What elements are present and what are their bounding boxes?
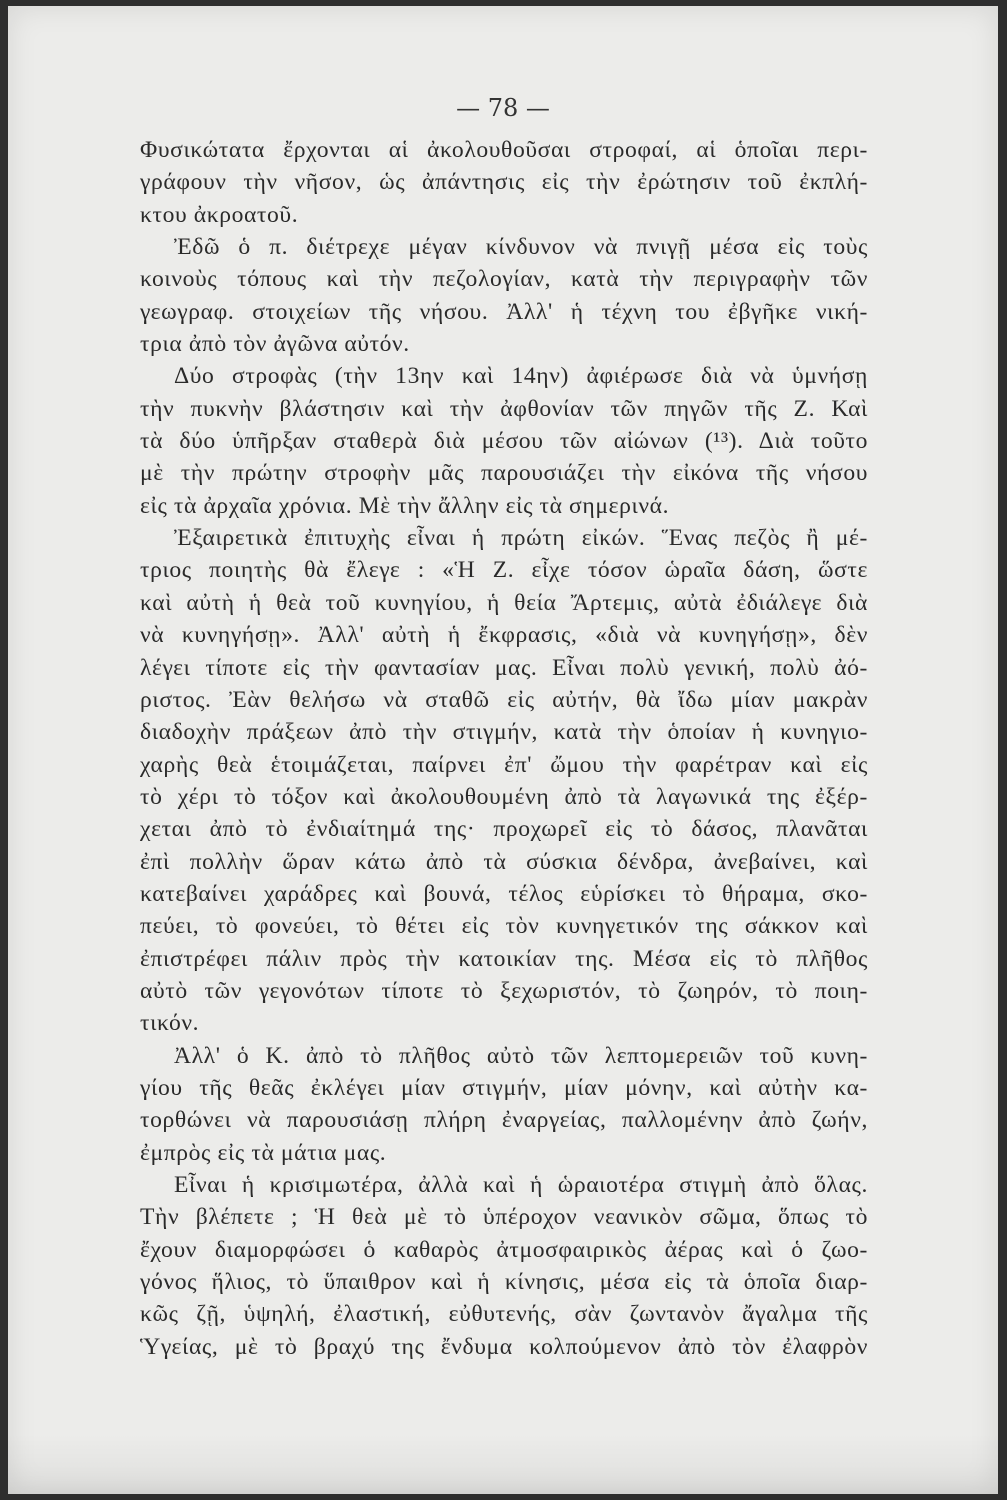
text-line: Τὴν βλέπετε ; Ἡ θεὰ μὲ τὸ ὑπέροχον νεανικὸν σῶμα, ὅπως τὸ [140,1204,868,1231]
text-line: ριστος. Ἐὰν θελήσω νὰ σταθῶ εἰς αὐτήν, θὰ ἴδω μίαν μακρὰν [140,686,868,713]
text-line: Φυσικώτατα ἔρχονται αἱ ἀκολουθοῦσαι στροφαί, αἱ ὁποῖαι περι- [140,137,868,163]
text-line: τικόν. [140,1010,200,1037]
text-line: γίου τῆς θεᾶς ἐκλέγει μίαν στιγμήν, μίαν μόνην, καὶ αὐτὴν κα- [140,1074,868,1101]
text-line: γράφουν τὴν νῆσον, ὡς ἀπάντησις εἰς τὴν ἐρώτησιν τοῦ ἐκπλή- [140,169,868,196]
text-line: Εἶναι ἡ κρισιμωτέρα, ἀλλὰ καὶ ἡ ὡραιοτέρα στιγμὴ ἀπὸ ὅλας. [174,1172,868,1198]
text-line: ἐμπρὸς εἰς τὰ μάτια μας. [140,1139,387,1166]
page-number: — 78 — [456,94,550,122]
text-line: τὴν πυκνὴν βλάστησιν καὶ τὴν ἀφθονίαν τῶν πηγῶν τῆς Ζ. Καὶ [140,395,868,422]
page-shadow [8,1434,998,1494]
text-line: τορθώνει νὰ παρουσιάσῃ πλήρη ἐναργείας, παλλομένην ἀπὸ ζωήν, [140,1107,868,1134]
text-line: γόνος ἥλιος, τὸ ὕπαιθρον καὶ ἡ κίνησις, μέσα εἰς τὰ ὁποῖα διαρ- [140,1269,868,1296]
text-line: τὸ χέρι τὸ τόξον καὶ ἀκολουθουμένη ἀπὸ τὰ λαγωνικά της ἐξέρ- [140,783,868,810]
text-line: γεωγραφ. στοιχείων τῆς νήσου. Ἀλλ' ἡ τέχνη του ἐβγῆκε νική- [140,298,868,325]
text-line: χεται ἀπὸ τὸ ἐνδιαίτημά της· προχωρεῖ εἰς τὸ δάσος, πλανᾶται [140,816,868,843]
text-line: κτου ἀκροατοῦ. [140,201,299,228]
text-line: χαρὴς θεὰ ἑτοιμάζεται, παίρνει ἐπ' ὤμου τὴν φαρέτραν καὶ εἰς [140,751,868,778]
text-line: ἐπιστρέφει πάλιν πρὸς τὴν κατοικίαν της. Μέσα εἰς τὸ πλῆθος [140,945,868,972]
text-line: κατεβαίνει χαράδρες καὶ βουνά, τέλος εὑρίσκει τὸ θήραμα, σκο- [140,880,868,907]
text-line: καὶ αὐτὴ ἡ θεὰ τοῦ κυνηγίου, ἡ θεία Ἄρτεμις, αὐτὰ ἐδιάλεγε διὰ [140,589,868,616]
text-line: ἔχουν διαμορφώσει ὁ καθαρὸς ἀτμοσφαιρικὸς ἀέρας καὶ ὁ ζωο- [140,1236,868,1263]
text-line: Ἐξαιρετικὰ ἐπιτυχὴς εἶναι ἡ πρώτη εἰκών. Ἕνας πεζὸς ἢ μέ- [174,525,868,552]
text-line: Ὑγείας, μὲ τὸ βραχύ της ἔνδυμα κολπούμενον ἀπὸ τὸν ἐλαφρὸν [140,1333,868,1360]
text-line: τὰ δύο ὑπῆρξαν σταθερὰ διὰ μέσου τῶν αἰώνων (¹³). Διὰ τοῦτο [140,428,868,455]
text-line: Ἐδῶ ὁ π. διέτρεχε μέγαν κίνδυνον νὰ πνιγῇ μέσα εἰς τοὺς [174,234,868,261]
text-line: τριος ποιητὴς θὰ ἔλεγε : «Ἡ Ζ. εἶχε τόσον ὡραῖα δάση, ὥστε [140,557,868,584]
text-line: πεύει, τὸ φονεύει, τὸ θέτει εἰς τὸν κυνηγετικόν της σάκκον καὶ [140,913,868,940]
text-line: εἰς τὰ ἀρχαῖα χρόνια. Μὲ τὴν ἄλλην εἰς τὰ σημερινά. [140,492,670,519]
text-line: λέγει τίποτε εἰς τὴν φαντασίαν μας. Εἶναι πολὺ γενική, πολὺ ἀό- [140,654,868,681]
book-page [8,6,998,1494]
text-line: κοινοὺς τόπους καὶ τὴν πεζολογίαν, κατὰ τὴν περιγραφὴν τῶν [140,266,868,293]
text-line: Δύο στροφὰς (τὴν 13ην καὶ 14ην) ἀφιέρωσε διὰ νὰ ὑμνήσῃ [174,363,868,390]
text-line: ἐπὶ πολλὴν ὥραν κάτω ἀπὸ τὰ σύσκια δένδρα, ἀνεβαίνει, καὶ [140,848,868,875]
text-line: τρια ἀπὸ τὸν ἀγῶνα αὐτόν. [140,331,410,358]
text-line: Ἀλλ' ὁ Κ. ἀπὸ τὸ πλῆθος αὐτὸ τῶν λεπτομερειῶν τοῦ κυνη- [174,1042,868,1069]
text-line: κῶς ζῇ, ὑψηλή, ἐλαστική, εὐθυτενής, σὰν ζωντανὸν ἄγαλμα τῆς [140,1301,868,1328]
text-line: νὰ κυνηγήσῃ». Ἀλλ' αὐτὴ ἡ ἔκφρασις, «διὰ νὰ κυνηγήσῃ», δὲν [140,622,868,649]
text-line: διαδοχὴν πράξεων ἀπὸ τὴν στιγμήν, κατὰ τὴν ὁποίαν ἡ κυνηγιο- [140,719,868,746]
text-line: αὐτὸ τῶν γεγονότων τίποτε τὸ ξεχωριστόν, τὸ ζωηρόν, τὸ ποιη- [140,977,868,1004]
body-text [140,134,868,1363]
text-line: μὲ τὴν πρώτην στροφὴν μᾶς παρουσιάζει τὴν εἰκόνα τῆς νήσου [140,460,868,487]
